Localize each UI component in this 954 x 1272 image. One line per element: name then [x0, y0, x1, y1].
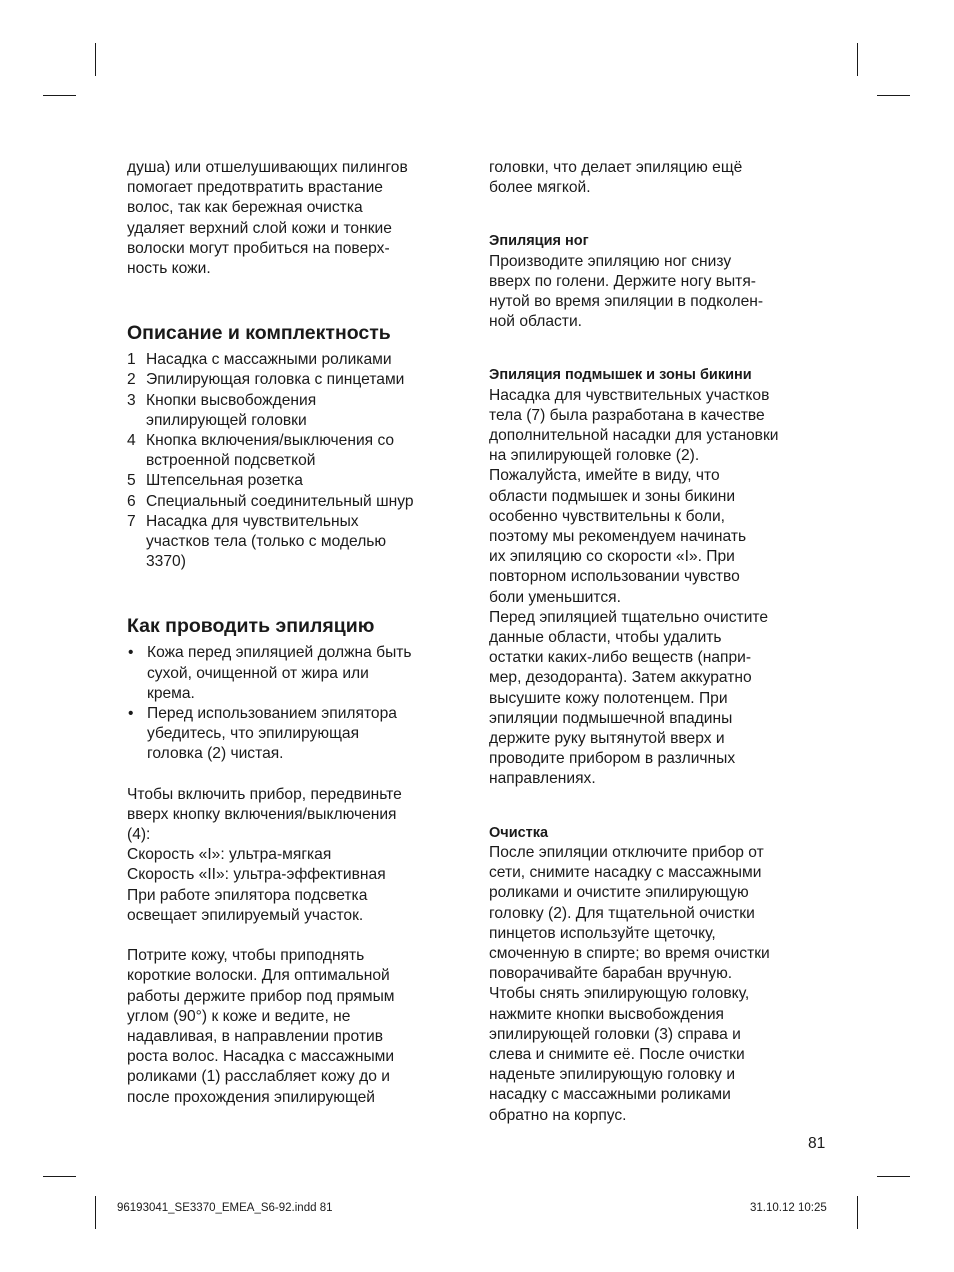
- intro-paragraph: душа) или отшелушивающих пилингов помогает предотвратить врастание волос, так как бережная очистка удаляет верхний слой кожи и тонкие волоски могут пробиться на поверх- ность кожи.: [127, 159, 408, 278]
- item-text: Насадка для чувствительных участков тела (только с моделью 3370): [146, 512, 387, 571]
- list-item: [127, 492, 472, 512]
- footer-date: 31.10.12 10:25: [750, 1202, 827, 1214]
- list-item: [127, 370, 472, 390]
- list-item: [127, 512, 472, 573]
- list-item: [127, 471, 472, 491]
- crop-mark: [857, 1196, 858, 1229]
- subheading-cleaning: Очистка: [489, 824, 549, 841]
- left-column: [127, 158, 472, 1108]
- crop-mark: [95, 1196, 96, 1229]
- list-item: [127, 391, 472, 431]
- components-list: [127, 350, 472, 572]
- item-text: Штепсельная розетка: [146, 472, 303, 490]
- item-number: 6: [127, 492, 136, 510]
- item-text: Кнопка включения/выключения со встроенной подсветкой: [146, 432, 395, 470]
- continuation-paragraph: головки, что делает эпиляцию ещё более мягкой.: [489, 159, 743, 197]
- footer-file-info: 96193041_SE3370_EMEA_S6-92.indd 81: [117, 1202, 333, 1214]
- switch-on-paragraph: Чтобы включить прибор, передвиньте вверх кнопку включения/выключения (4): Скорость «I»: ультра-мягкая Скорость «II»: ультра-эффективная При работе эпилятора подсветка освещает эпилируемый участок.: [127, 785, 402, 924]
- crop-mark: [43, 95, 76, 96]
- bullet-text: Кожа перед эпиляцией должна быть сухой, очищенной от жира или крема.: [147, 644, 412, 702]
- cleaning-paragraph: После эпиляции отключите прибор от сети, снимите насадку с массажными роликами и очистите эпилирующую головку (2). Для тщательной очистки пинцетов используйте щеточку, смоченную в спирте; во время очистки поворачивайте барабан вручную. Чтобы снять эпилирующую головку, нажмите кнопки высвобождения эпилирующей головки (3) справа и слева и снимите её. После очистки наденьте эпилирующую головку и насадку с массажными роликами обратно на корпус.: [489, 843, 770, 1124]
- item-number: 2: [127, 371, 136, 389]
- section-title-description: Описание и комплектность: [127, 322, 391, 345]
- subheading-legs: Эпиляция ног: [489, 233, 589, 250]
- page-number: 81: [808, 1135, 826, 1152]
- item-number: 5: [127, 472, 136, 490]
- armpits-paragraph: Насадка для чувствительных участков тела (7) была разработана в качестве дополнительной насадки для установки на эпилирующей головке (2). Пожалуйста, имейте в виду, что области подмышек и зоны бикини особенно чувствительны к боли, поэтому мы рекомендуем начинать их эпиляцию со скорости «I». При повторном использовании чувство боли уменьшится. Перед эпиляцией тщательно очистите данные области, чтобы удалить остатки каких-либо веществ (напри- мер, дезодоранта). Затем аккуратно высушите кожу полотенцем. При эпиляции подмышечной впадины держите руку вытянутой вверх и проводите прибором в различных направлениях.: [489, 386, 779, 788]
- bullet-text: Перед использованием эпилятора убедитесь, что эпилирующая головка (2) чистая.: [147, 705, 397, 763]
- item-text: Кнопки высвобождения эпилирующей головки: [146, 391, 317, 429]
- crop-mark: [95, 43, 96, 76]
- item-number: 4: [127, 432, 136, 450]
- item-number: 3: [127, 391, 136, 409]
- section-title-how-to: Как проводить эпиляцию: [127, 615, 375, 638]
- right-column: [489, 158, 839, 1126]
- crop-mark: [43, 1176, 76, 1177]
- bullet-list: [127, 643, 472, 764]
- technique-paragraph: Потрите кожу, чтобы приподнять короткие волоски. Для оптимальной работы держите прибор под прямым углом (90°) к коже и ведите, не надавливая, в направлении против роста волос. Насадка с массажными роликами (1) расслабляет кожу до и после прохождения эпилирующей: [127, 947, 395, 1106]
- list-item: [127, 350, 472, 370]
- item-number: 1: [127, 351, 136, 369]
- list-item: [127, 643, 472, 704]
- crop-mark: [877, 95, 910, 96]
- item-number: 7: [127, 512, 136, 530]
- subheading-armpits-bikini: Эпиляция подмышек и зоны бикини: [489, 367, 752, 384]
- bullet-mark: •: [128, 705, 134, 723]
- crop-mark: [857, 43, 858, 76]
- list-item: [127, 704, 472, 765]
- item-text: Насадка с массажными роликами: [146, 351, 392, 369]
- legs-paragraph: Производите эпиляцию ног снизу вверх по голени. Держите ногу вытя- нутой во время эпиляции в подколен- ной области.: [489, 252, 764, 331]
- item-text: Специальный соединительный шнур: [146, 492, 414, 510]
- crop-mark: [877, 1176, 910, 1177]
- list-item: [127, 431, 472, 471]
- bullet-mark: •: [128, 644, 134, 662]
- item-text: Эпилирующая головка с пинцетами: [146, 371, 405, 389]
